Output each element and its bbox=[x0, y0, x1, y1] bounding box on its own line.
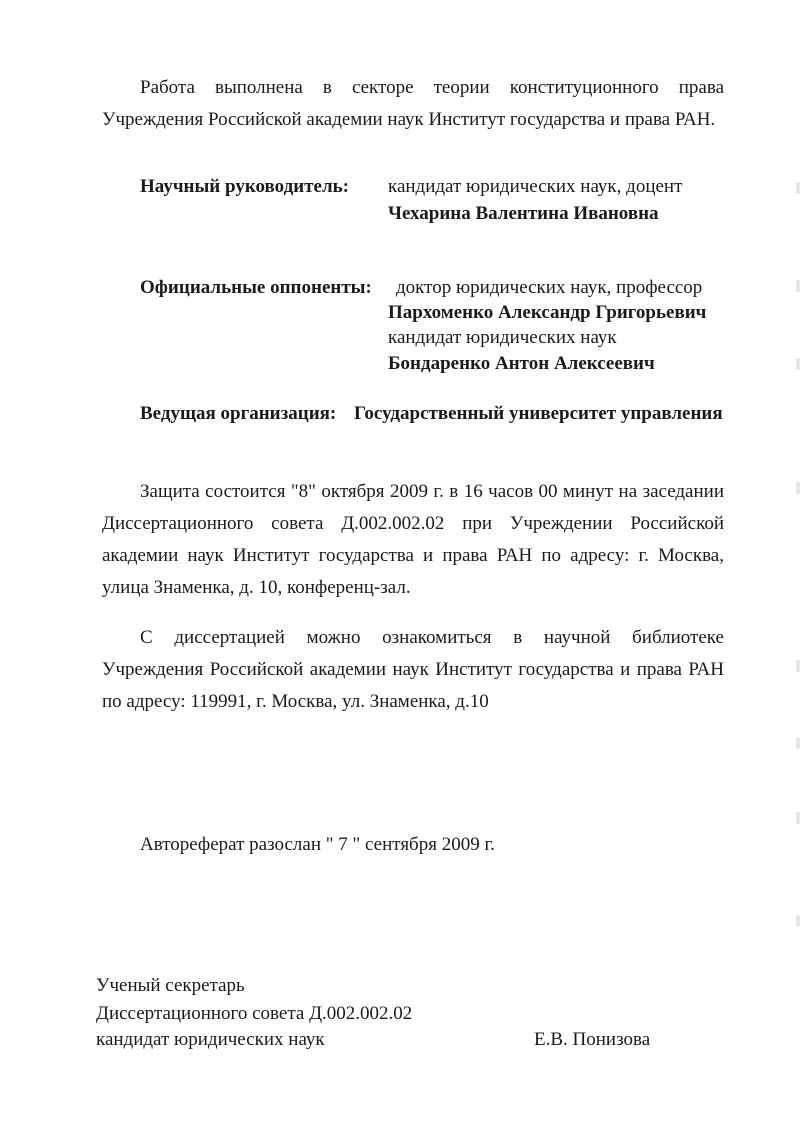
opponent-2-degree: кандидат юридических наук bbox=[388, 327, 617, 348]
intro-line-1: Работа выполнена в секторе теории конституционного права bbox=[140, 77, 724, 98]
library-line-2: Учреждения Российской академии наук Институт государства и права РАН bbox=[102, 659, 724, 680]
intro-paragraph bbox=[102, 72, 724, 136]
supervisor-label: Научный руководитель: bbox=[140, 176, 349, 197]
scan-edge-mark bbox=[796, 280, 800, 292]
opponent-1-degree: доктор юридических наук, профессор bbox=[396, 277, 703, 298]
opponents-label: Официальные оппоненты: bbox=[140, 277, 372, 298]
intro-line-2: Учреждения Российской академии наук Институт государства и права РАН. bbox=[102, 109, 716, 130]
scan-edge-mark bbox=[796, 182, 800, 194]
defense-line-4: улица Знаменка, д. 10, конференц-зал. bbox=[102, 577, 411, 598]
leading-org-label: Ведущая организация: bbox=[140, 403, 337, 424]
secretary-degree: кандидат юридических наук bbox=[96, 1029, 325, 1050]
scan-edge-mark bbox=[796, 812, 800, 824]
secretary-title: Ученый секретарь bbox=[96, 975, 245, 996]
secretary-name: Е.В. Понизова bbox=[534, 1029, 651, 1050]
supervisor-degree: кандидат юридических наук, доцент bbox=[388, 176, 683, 197]
opponent-1-name: Пархоменко Александр Григорьевич bbox=[388, 302, 707, 323]
library-paragraph bbox=[102, 622, 724, 718]
supervisor-name: Чехарина Валентина Ивановна bbox=[388, 203, 659, 224]
library-line-1: С диссертацией можно ознакомиться в научной библиотеке bbox=[140, 627, 724, 648]
scan-edge-mark bbox=[796, 482, 800, 494]
library-line-3: по адресу: 119991, г. Москва, ул. Знаменка, д.10 bbox=[102, 691, 489, 712]
defense-line-1: Защита состоится "8" октября 2009 г. в 16 часов 00 минут на заседании bbox=[140, 481, 724, 502]
scan-edge-mark bbox=[796, 737, 800, 749]
leading-org-name: Государственный университет управления bbox=[354, 403, 723, 424]
sent-date: Автореферат разослан " 7 " сентября 2009 г. bbox=[140, 834, 495, 855]
defense-line-2: Диссертационного совета Д.002.002.02 при Учреждении Российской bbox=[102, 513, 724, 534]
scan-edge-mark bbox=[796, 660, 800, 672]
scan-edge-mark bbox=[796, 358, 800, 370]
scan-edge-mark bbox=[796, 915, 800, 927]
defense-line-3: академии наук Институт государства и права РАН по адресу: г. Москва, bbox=[102, 545, 724, 566]
secretary-council: Диссертационного совета Д.002.002.02 bbox=[96, 1003, 413, 1024]
defense-paragraph bbox=[102, 476, 724, 604]
opponent-2-name: Бондаренко Антон Алексеевич bbox=[388, 353, 655, 374]
